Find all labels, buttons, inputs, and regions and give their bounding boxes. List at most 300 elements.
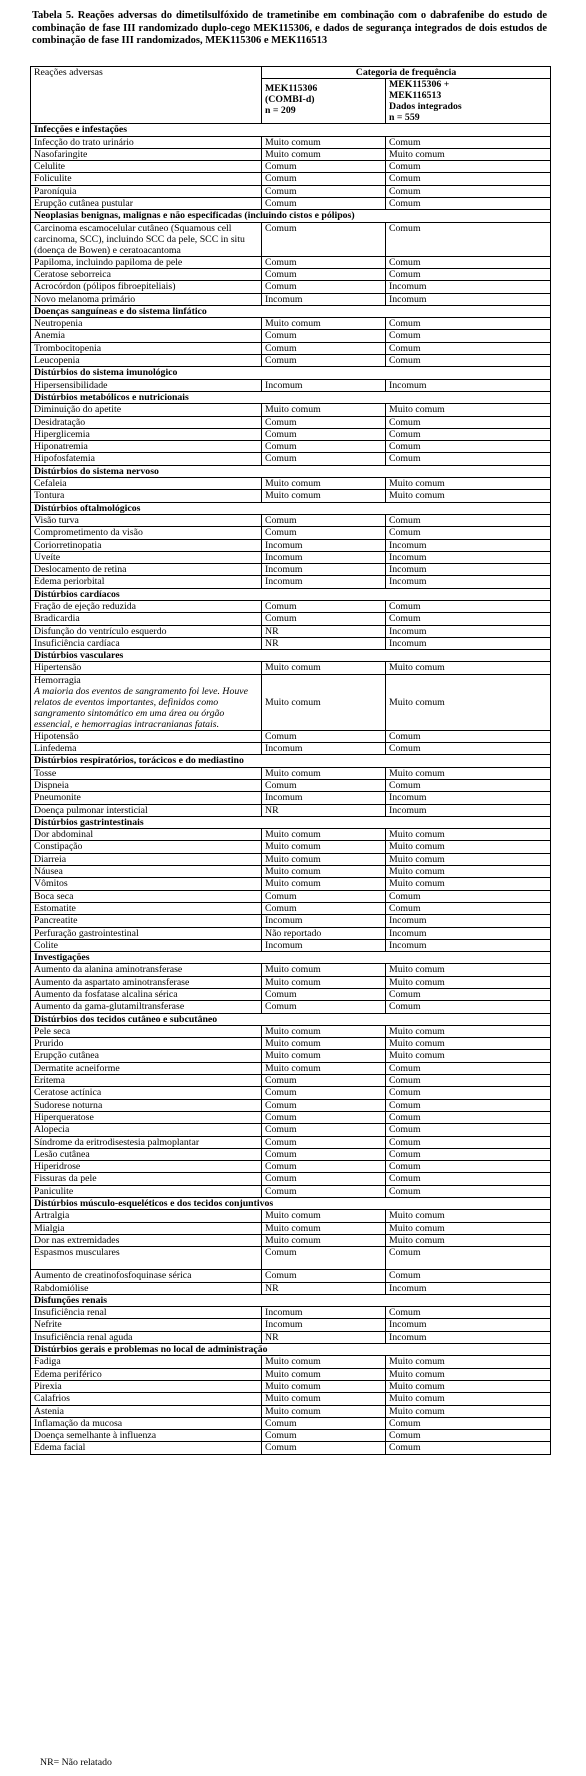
frequency-mek115306: Muito comum (262, 878, 386, 890)
frequency-integrated: Comum (386, 268, 551, 280)
frequency-integrated: Incomum (386, 1319, 551, 1331)
table-row (31, 1025, 551, 1037)
table-row (31, 1148, 551, 1160)
table-row (31, 1368, 551, 1380)
table-row (31, 148, 551, 160)
frequency-integrated: Comum (386, 161, 551, 173)
frequency-integrated: Comum (386, 1075, 551, 1087)
frequency-mek115306: Comum (262, 342, 386, 354)
reaction-cell: Boca seca (31, 890, 262, 902)
frequency-integrated: Muito comum (386, 490, 551, 502)
table-row (31, 637, 551, 649)
frequency-integrated: Comum (386, 1442, 551, 1454)
reaction-cell: Dor nas extremidades (31, 1234, 262, 1246)
table-row (31, 161, 551, 173)
frequency-mek115306: Comum (262, 514, 386, 526)
reaction-cell: Erupção cutânea pustular (31, 198, 262, 210)
reaction-cell (31, 674, 262, 730)
section-row (31, 210, 551, 222)
frequency-integrated: Comum (386, 318, 551, 330)
frequency-mek115306: NR (262, 625, 386, 637)
reaction-cell: Edema facial (31, 1442, 262, 1454)
reaction-cell: Insuficiência renal aguda (31, 1331, 262, 1343)
table-row (31, 1442, 551, 1454)
reaction-cell: Leucopenia (31, 355, 262, 367)
reaction-cell: Coriorretinopatia (31, 539, 262, 551)
frequency-integrated: Muito comum (386, 964, 551, 976)
frequency-mek115306: Muito comum (262, 1210, 386, 1222)
reaction-cell: Aumento da alanina aminotransferase (31, 964, 262, 976)
section-title: Distúrbios oftalmológicos (31, 502, 551, 514)
reaction-cell: Aumento da fosfatase alcalina sérica (31, 989, 262, 1001)
reaction-cell: Hipotensão (31, 730, 262, 742)
table-row (31, 404, 551, 416)
reaction-cell: Infecção do trato urinário (31, 136, 262, 148)
frequency-mek115306: Muito comum (262, 478, 386, 490)
reaction-cell: Comprometimento da visão (31, 527, 262, 539)
frequency-integrated: Incomum (386, 804, 551, 816)
frequency-integrated: Incomum (386, 281, 551, 293)
section-row (31, 124, 551, 136)
section-title: Distúrbios músculo-esqueléticos e dos tecidos conjuntivos (31, 1198, 551, 1210)
table-row (31, 989, 551, 1001)
frequency-integrated: Comum (386, 1001, 551, 1013)
frequency-mek115306: Muito comum (262, 853, 386, 865)
frequency-mek115306: Muito comum (262, 1405, 386, 1417)
frequency-integrated: Muito comum (386, 1050, 551, 1062)
table-row (31, 1282, 551, 1294)
reaction-cell: Visão turva (31, 514, 262, 526)
table-row (31, 1430, 551, 1442)
table-row (31, 1331, 551, 1343)
frequency-mek115306: Comum (262, 256, 386, 268)
frequency-integrated: Comum (386, 1087, 551, 1099)
table-row (31, 490, 551, 502)
frequency-integrated: Comum (386, 743, 551, 755)
frequency-integrated: Comum (386, 1173, 551, 1185)
frequency-integrated: Comum (386, 600, 551, 612)
frequency-integrated: Comum (386, 527, 551, 539)
frequency-mek115306: Incomum (262, 915, 386, 927)
table-row (31, 878, 551, 890)
frequency-mek115306: Comum (262, 453, 386, 465)
section-row (31, 1013, 551, 1025)
frequency-integrated: Incomum (386, 927, 551, 939)
header-row-1 (31, 67, 551, 79)
frequency-mek115306: Incomum (262, 939, 386, 951)
frequency-mek115306: Comum (262, 902, 386, 914)
reaction-cell: Hiperglicemia (31, 428, 262, 440)
frequency-integrated: Incomum (386, 625, 551, 637)
table-row (31, 256, 551, 268)
frequency-mek115306: Muito comum (262, 1234, 386, 1246)
header-mek115306 (262, 79, 386, 124)
frequency-integrated: Comum (386, 1161, 551, 1173)
frequency-integrated: Muito comum (386, 1368, 551, 1380)
reaction-cell: Linfedema (31, 743, 262, 755)
table-row (31, 1099, 551, 1111)
section-title: Distúrbios vasculares (31, 650, 551, 662)
table-row (31, 1075, 551, 1087)
section-title: Distúrbios respiratórios, torácicos e do mediastino (31, 755, 551, 767)
frequency-mek115306: Comum (262, 416, 386, 428)
section-row (31, 816, 551, 828)
table-row (31, 743, 551, 755)
frequency-mek115306: Muito comum (262, 841, 386, 853)
reaction-cell: Dermatite acneiforme (31, 1062, 262, 1074)
frequency-integrated: Muito comum (386, 976, 551, 988)
table-row (31, 136, 551, 148)
frequency-integrated: Incomum (386, 792, 551, 804)
frequency-mek115306: Muito comum (262, 866, 386, 878)
table-row (31, 976, 551, 988)
table-row (31, 428, 551, 440)
frequency-mek115306: Comum (262, 1136, 386, 1148)
reaction-cell: Lesão cutânea (31, 1148, 262, 1160)
reaction-cell: Estomatite (31, 902, 262, 914)
frequency-mek115306: Incomum (262, 551, 386, 563)
table-row (31, 1111, 551, 1123)
header-mek115306-line: MEK115306 (265, 83, 318, 95)
reaction-cell: Edema periférico (31, 1368, 262, 1380)
frequency-mek115306: NR (262, 804, 386, 816)
frequency-mek115306: Comum (262, 989, 386, 1001)
frequency-mek115306: Comum (262, 1247, 386, 1270)
frequency-mek115306: Comum (262, 1001, 386, 1013)
frequency-mek115306: Comum (262, 1442, 386, 1454)
frequency-mek115306: Comum (262, 730, 386, 742)
frequency-mek115306: Comum (262, 1161, 386, 1173)
table-row (31, 841, 551, 853)
reaction-cell: Pancreatite (31, 915, 262, 927)
frequency-integrated: Comum (386, 1136, 551, 1148)
section-row (31, 502, 551, 514)
table-row (31, 625, 551, 637)
table-row (31, 1270, 551, 1282)
reaction-cell: Hiperidrose (31, 1161, 262, 1173)
reaction-cell: Deslocamento de retina (31, 564, 262, 576)
table-row (31, 1173, 551, 1185)
table-row (31, 1210, 551, 1222)
frequency-integrated: Muito comum (386, 1222, 551, 1234)
frequency-mek115306: Muito comum (262, 674, 386, 730)
frequency-integrated: Comum (386, 989, 551, 1001)
reaction-cell: Hipertensão (31, 662, 262, 674)
header-integrated-line: n = 559 (389, 112, 420, 124)
frequency-integrated: Comum (386, 136, 551, 148)
frequency-mek115306: Comum (262, 330, 386, 342)
frequency-integrated: Incomum (386, 939, 551, 951)
section-row (31, 755, 551, 767)
table-row (31, 1307, 551, 1319)
frequency-integrated: Comum (386, 902, 551, 914)
table-row (31, 1356, 551, 1368)
reaction-cell: Diarreia (31, 853, 262, 865)
frequency-mek115306: Muito comum (262, 148, 386, 160)
section-row (31, 1198, 551, 1210)
reaction-cell: Doença semelhante à influenza (31, 1430, 262, 1442)
table-row (31, 293, 551, 305)
table-row (31, 1087, 551, 1099)
frequency-mek115306: Muito comum (262, 1222, 386, 1234)
frequency-mek115306: Não reportado (262, 927, 386, 939)
header-integrated-line: Dados integrados (389, 101, 462, 113)
frequency-mek115306: Incomum (262, 576, 386, 588)
table-row (31, 915, 551, 927)
section-title: Distúrbios do sistema imunológico (31, 367, 551, 379)
reaction-cell: Tontura (31, 490, 262, 502)
reaction-cell: Astenia (31, 1405, 262, 1417)
table-row (31, 829, 551, 841)
frequency-integrated: Comum (386, 1417, 551, 1429)
table-row (31, 478, 551, 490)
reaction-cell: Hiponatremia (31, 441, 262, 453)
frequency-mek115306: Incomum (262, 379, 386, 391)
reaction-cell: Cefaleia (31, 478, 262, 490)
header-integrated (386, 79, 551, 124)
frequency-mek115306: Muito comum (262, 1025, 386, 1037)
reaction-cell: Ceratose actínica (31, 1087, 262, 1099)
reaction-cell: Constipação (31, 841, 262, 853)
frequency-mek115306: Comum (262, 1075, 386, 1087)
frequency-integrated: Muito comum (386, 1025, 551, 1037)
frequency-integrated: Incomum (386, 637, 551, 649)
frequency-integrated: Muito comum (386, 1210, 551, 1222)
reaction-cell: Aumento da gama-glutamiltransferase (31, 1001, 262, 1013)
adverse-reactions-table (30, 66, 551, 1455)
table-row (31, 185, 551, 197)
frequency-mek115306: Muito comum (262, 1062, 386, 1074)
section-title: Disfunções renais (31, 1294, 551, 1306)
section-row (31, 391, 551, 403)
frequency-mek115306: Comum (262, 428, 386, 440)
frequency-mek115306: Comum (262, 1111, 386, 1123)
table-row (31, 268, 551, 280)
frequency-mek115306: Muito comum (262, 976, 386, 988)
footnote: NR= Não relatado (40, 1757, 112, 1768)
table-row (31, 539, 551, 551)
frequency-mek115306: Comum (262, 222, 386, 256)
table-row (31, 927, 551, 939)
section-title: Infecções e infestações (31, 124, 551, 136)
frequency-mek115306: Incomum (262, 1307, 386, 1319)
frequency-integrated: Muito comum (386, 674, 551, 730)
section-row (31, 367, 551, 379)
table-row (31, 576, 551, 588)
reaction-cell: Colite (31, 939, 262, 951)
section-row (31, 1294, 551, 1306)
frequency-integrated: Comum (386, 779, 551, 791)
reaction-cell: Pele seca (31, 1025, 262, 1037)
frequency-mek115306: Muito comum (262, 964, 386, 976)
section-row (31, 1344, 551, 1356)
reaction-cell: Papiloma, incluindo papiloma de pele (31, 256, 262, 268)
table-row (31, 1222, 551, 1234)
section-title: Investigações (31, 952, 551, 964)
table-row (31, 1247, 551, 1270)
table-row (31, 416, 551, 428)
frequency-integrated: Muito comum (386, 1356, 551, 1368)
table-row (31, 1062, 551, 1074)
reaction-cell: Artralgia (31, 1210, 262, 1222)
frequency-integrated: Muito comum (386, 478, 551, 490)
frequency-integrated: Muito comum (386, 662, 551, 674)
frequency-integrated: Incomum (386, 293, 551, 305)
reaction-cell: Aumento da aspartato aminotransferase (31, 976, 262, 988)
frequency-mek115306: Muito comum (262, 404, 386, 416)
frequency-mek115306: Muito comum (262, 767, 386, 779)
frequency-mek115306: Muito comum (262, 1356, 386, 1368)
frequency-mek115306: Muito comum (262, 1393, 386, 1405)
table-row (31, 551, 551, 563)
reaction-cell: Foliculite (31, 173, 262, 185)
header-integrated-line: MEK116513 (389, 90, 442, 102)
section-title: Distúrbios dos tecidos cutâneo e subcutâneo (31, 1013, 551, 1025)
frequency-integrated: Muito comum (386, 866, 551, 878)
frequency-integrated: Comum (386, 416, 551, 428)
frequency-mek115306: Muito comum (262, 829, 386, 841)
table-row (31, 1001, 551, 1013)
frequency-mek115306: Comum (262, 779, 386, 791)
reaction-cell: Eritema (31, 1075, 262, 1087)
reaction-cell: Novo melanoma primário (31, 293, 262, 305)
frequency-integrated: Comum (386, 453, 551, 465)
table-row (31, 1319, 551, 1331)
section-title: Distúrbios metabólicos e nutricionais (31, 391, 551, 403)
table-row (31, 342, 551, 354)
frequency-mek115306: NR (262, 637, 386, 649)
table-row (31, 222, 551, 256)
table-row (31, 792, 551, 804)
frequency-integrated: Comum (386, 1111, 551, 1123)
frequency-mek115306: NR (262, 1331, 386, 1343)
frequency-integrated: Comum (386, 256, 551, 268)
frequency-mek115306: Comum (262, 890, 386, 902)
reaction-cell: Paroníquia (31, 185, 262, 197)
reaction-cell: Erupção cutânea (31, 1050, 262, 1062)
table-row (31, 853, 551, 865)
header-adverse-reactions: Reações adversas (31, 67, 262, 124)
table-row (31, 1380, 551, 1392)
frequency-integrated: Comum (386, 1148, 551, 1160)
table-row (31, 767, 551, 779)
frequency-mek115306: Comum (262, 527, 386, 539)
reaction-cell: Hipersensibilidade (31, 379, 262, 391)
frequency-mek115306: Incomum (262, 792, 386, 804)
reaction-cell: Anemia (31, 330, 262, 342)
reaction-cell: Perfuração gastrointestinal (31, 927, 262, 939)
frequency-integrated: Comum (386, 222, 551, 256)
reaction-cell: Carcinoma escamocelular cutâneo (Squamous cell carcinoma, SCC), incluindo SCC da pele, SCC in situ (doença de Bowen) e ceratoacantoma (31, 222, 262, 256)
frequency-integrated: Comum (386, 1124, 551, 1136)
frequency-integrated: Comum (386, 355, 551, 367)
table-row (31, 1234, 551, 1246)
reaction-cell: Insuficiência renal (31, 1307, 262, 1319)
frequency-integrated: Muito comum (386, 148, 551, 160)
frequency-integrated: Comum (386, 1099, 551, 1111)
reaction-cell: Doença pulmonar intersticial (31, 804, 262, 816)
section-title: Neoplasias benignas, malignas e não especificadas (incluindo cistos e pólipos) (31, 210, 551, 222)
frequency-integrated: Muito comum (386, 841, 551, 853)
frequency-mek115306: Comum (262, 1087, 386, 1099)
header-integrated-line: MEK115306 + (389, 79, 450, 91)
reaction-cell: Calafrios (31, 1393, 262, 1405)
section-title: Distúrbios do sistema nervoso (31, 465, 551, 477)
frequency-mek115306: Muito comum (262, 1050, 386, 1062)
table-row (31, 1393, 551, 1405)
frequency-mek115306: Muito comum (262, 318, 386, 330)
frequency-mek115306: Comum (262, 1148, 386, 1160)
section-title: Distúrbios gerais e problemas no local de administração (31, 1344, 551, 1356)
reaction-cell: Pneumonite (31, 792, 262, 804)
frequency-integrated: Incomum (386, 915, 551, 927)
frequency-integrated: Comum (386, 330, 551, 342)
frequency-mek115306: Comum (262, 1173, 386, 1185)
table-row (31, 330, 551, 342)
reaction-cell: Diminuição do apetite (31, 404, 262, 416)
table-row (31, 564, 551, 576)
table-row (31, 674, 551, 730)
section-row (31, 305, 551, 317)
frequency-mek115306: Comum (262, 441, 386, 453)
reaction-cell: Bradicardia (31, 613, 262, 625)
reaction-cell: Celulite (31, 161, 262, 173)
frequency-integrated: Comum (386, 1307, 551, 1319)
reaction-cell: Sudorese noturna (31, 1099, 262, 1111)
reaction-cell: Trombocitopenia (31, 342, 262, 354)
frequency-integrated: Comum (386, 1062, 551, 1074)
frequency-integrated: Incomum (386, 1282, 551, 1294)
frequency-mek115306: Comum (262, 1417, 386, 1429)
reaction-cell: Hiperqueratose (31, 1111, 262, 1123)
reaction-cell: Náusea (31, 866, 262, 878)
reaction-cell: Dispneia (31, 779, 262, 791)
reaction-cell: Dor abdominal (31, 829, 262, 841)
reaction-cell: Nefrite (31, 1319, 262, 1331)
frequency-mek115306: Comum (262, 1430, 386, 1442)
frequency-integrated: Muito comum (386, 1380, 551, 1392)
frequency-integrated: Comum (386, 342, 551, 354)
table-row (31, 355, 551, 367)
table-row (31, 939, 551, 951)
table-row (31, 441, 551, 453)
frequency-mek115306: Comum (262, 185, 386, 197)
header-mek115306-line: (COMBI-d) (265, 94, 315, 106)
header-frequency-category: Categoria de frequência (262, 67, 551, 79)
reaction-cell: Alopecia (31, 1124, 262, 1136)
reaction-cell: Neutropenia (31, 318, 262, 330)
table-row (31, 1038, 551, 1050)
frequency-integrated: Muito comum (386, 1234, 551, 1246)
reaction-cell: Espasmos musculares (31, 1247, 262, 1270)
frequency-mek115306: Comum (262, 600, 386, 612)
frequency-mek115306: Incomum (262, 293, 386, 305)
frequency-integrated: Comum (386, 173, 551, 185)
frequency-integrated: Comum (386, 1247, 551, 1270)
frequency-integrated: Incomum (386, 1331, 551, 1343)
frequency-mek115306: Muito comum (262, 1038, 386, 1050)
frequency-integrated: Muito comum (386, 1405, 551, 1417)
frequency-integrated: Muito comum (386, 1038, 551, 1050)
table-row (31, 527, 551, 539)
reaction-cell: Disfunção do ventrículo esquerdo (31, 625, 262, 637)
frequency-integrated: Comum (386, 1270, 551, 1282)
reaction-cell: Tosse (31, 767, 262, 779)
frequency-integrated: Muito comum (386, 404, 551, 416)
frequency-mek115306: Comum (262, 1099, 386, 1111)
table-row (31, 600, 551, 612)
frequency-integrated: Comum (386, 890, 551, 902)
